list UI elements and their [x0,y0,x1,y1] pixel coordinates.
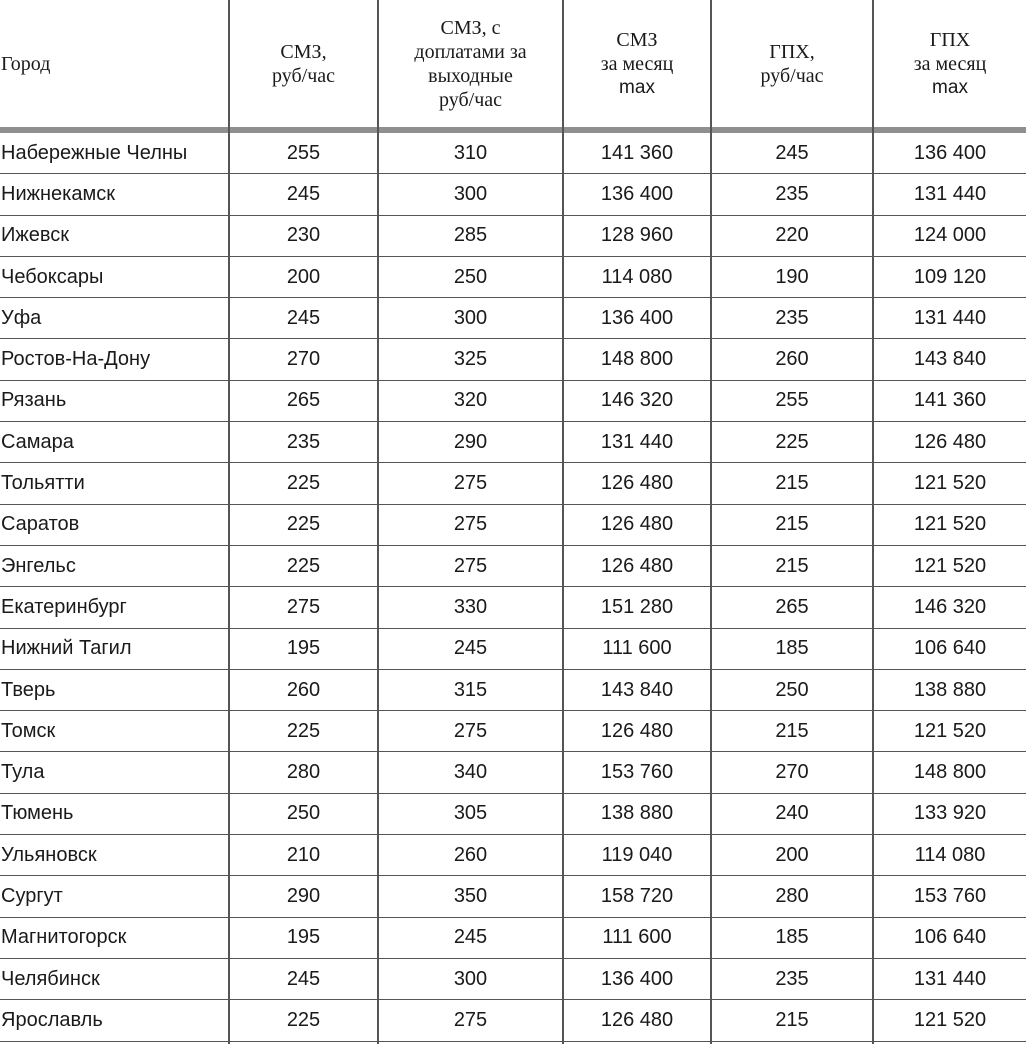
table-row [0,381,1026,422]
cell-smz-weekend-rate: 290 [453,430,488,453]
cell-city: Екатеринбург [1,595,127,618]
cell-smz-rate: 275 [286,595,321,618]
cell-smz-rate: 260 [286,678,321,701]
table-row [0,505,1026,546]
cell-smz-rate: 235 [286,430,321,453]
cell-smz-rate: 250 [286,802,321,825]
cell-smz-weekend-rate: 245 [453,926,488,949]
cell-smz-month: 136 400 [600,182,674,205]
cell-smz-month: 111 600 [602,926,672,949]
cell-gph-month: 109 120 [913,265,987,288]
cell-gph-rate: 235 [775,967,809,990]
cell-smz-weekend-rate: 275 [453,472,488,495]
cell-smz-month: 148 800 [600,348,674,371]
cell-smz-month: 126 480 [600,719,674,742]
cell-smz-month: 119 040 [601,843,673,866]
table-row [0,133,1026,174]
cell-smz-rate: 245 [286,306,321,329]
cell-smz-weekend-rate: 275 [453,719,488,742]
cell-gph-rate: 220 [775,224,809,247]
cell-gph-month: 141 360 [913,389,987,412]
cell-smz-weekend-rate: 315 [453,678,488,701]
cell-city: Набережные Челны [1,141,188,164]
cell-gph-rate: 215 [775,719,809,742]
cell-gph-month: 153 760 [913,884,987,907]
table-row [0,174,1026,215]
table-row [0,629,1026,670]
cell-smz-month: 128 960 [600,224,674,247]
cell-city: Ульяновск [1,843,97,866]
cell-gph-month: 138 880 [913,678,987,701]
cell-smz-weekend-rate: 300 [453,967,488,990]
cell-city: Магнитогорск [1,926,127,949]
cell-smz-rate: 245 [286,182,321,205]
cell-gph-rate: 265 [775,595,809,618]
cell-city: Энгельс [1,554,76,577]
cell-gph-month: 106 640 [913,926,987,949]
header-smz-rate: СМЗ, руб/час [271,40,336,87]
cell-smz-month: 131 440 [600,430,674,453]
cell-smz-rate: 195 [286,926,321,949]
cell-smz-month: 138 880 [600,802,674,825]
cell-smz-month: 126 480 [600,472,674,495]
cell-gph-rate: 200 [775,843,809,866]
cell-city: Самара [1,430,74,453]
cell-smz-rate: 255 [286,141,321,164]
cell-smz-rate: 200 [286,265,321,288]
cell-gph-rate: 215 [775,1008,809,1031]
cell-smz-rate: 265 [286,389,321,412]
table-row [0,257,1026,298]
cell-gph-month: 124 000 [913,224,987,247]
table-row [0,752,1026,793]
cell-smz-rate: 225 [286,472,321,495]
table-row [0,587,1026,628]
cell-smz-weekend-rate: 325 [453,348,488,371]
cell-city: Тольятти [1,472,85,495]
cell-smz-weekend-rate: 260 [453,843,488,866]
cell-smz-weekend-rate: 340 [453,761,488,784]
cell-gph-rate: 235 [775,182,809,205]
cell-gph-month: 126 480 [913,430,987,453]
cell-smz-month: 114 080 [601,265,673,288]
table-row [0,546,1026,587]
cell-smz-weekend-rate: 250 [453,265,488,288]
cell-smz-month: 126 480 [600,1008,674,1031]
cell-city: Саратов [1,513,80,536]
table-row [0,794,1026,835]
cell-smz-rate: 195 [286,637,321,660]
cell-smz-rate: 225 [286,554,321,577]
cell-city: Томск [1,719,56,742]
cell-smz-rate: 225 [286,1008,321,1031]
cell-gph-rate: 225 [775,430,809,453]
cell-smz-rate: 245 [286,967,321,990]
cell-smz-weekend-rate: 300 [453,306,488,329]
cell-smz-weekend-rate: 245 [453,637,488,660]
table-row [0,835,1026,876]
cell-gph-month: 121 520 [913,1008,987,1031]
cell-smz-weekend-rate: 300 [453,182,488,205]
cell-gph-month: 106 640 [913,637,987,660]
cell-city: Тюмень [1,802,74,825]
cell-city: Тула [1,761,45,784]
cell-smz-rate: 225 [286,513,321,536]
cell-smz-rate: 210 [286,843,321,866]
header-city: Город [1,52,51,75]
cell-city: Ярославль [1,1008,103,1031]
cell-smz-weekend-rate: 350 [453,884,488,907]
cell-smz-weekend-rate: 275 [453,513,488,536]
cell-city: Нижний Тагил [1,637,132,660]
cell-smz-month: 143 840 [600,678,674,701]
table-row [0,918,1026,959]
cell-gph-month: 131 440 [913,306,987,329]
cell-smz-rate: 290 [286,884,321,907]
cell-gph-month: 136 400 [913,141,987,164]
cell-smz-rate: 225 [286,719,321,742]
cell-gph-month: 121 520 [913,554,987,577]
cell-gph-month: 131 440 [913,182,987,205]
cell-gph-month: 121 520 [913,719,987,742]
cell-smz-month: 146 320 [600,389,674,412]
cell-smz-weekend-rate: 330 [453,595,488,618]
cell-gph-rate: 270 [775,761,809,784]
cell-gph-month: 133 920 [913,802,987,825]
cell-gph-month: 121 520 [913,513,987,536]
table-body [0,133,1026,1042]
cell-gph-rate: 250 [775,678,809,701]
cell-smz-month: 153 760 [600,761,674,784]
cell-gph-month: 143 840 [913,348,987,371]
header-gph-month-max: max [932,76,968,98]
cell-gph-rate: 280 [775,884,809,907]
cell-gph-rate: 235 [775,306,809,329]
cell-smz-month: 136 400 [600,967,674,990]
cell-smz-rate: 270 [286,348,321,371]
cell-city: Челябинск [1,967,100,990]
cell-city: Нижнекамск [1,182,115,205]
cell-city: Уфа [1,306,42,329]
cell-gph-rate: 255 [775,389,809,412]
table-row [0,711,1026,752]
table-row [0,298,1026,339]
table-row [0,670,1026,711]
cell-smz-weekend-rate: 285 [453,224,488,247]
cell-smz-weekend-rate: 305 [453,802,488,825]
cell-smz-month: 141 360 [600,141,674,164]
cell-city: Тверь [1,678,56,701]
table-row [0,422,1026,463]
cell-smz-month: 126 480 [600,554,674,577]
cell-gph-month: 114 080 [914,843,986,866]
cell-city: Сургут [1,884,63,907]
table-row [0,216,1026,257]
cell-gph-rate: 240 [775,802,809,825]
cell-gph-rate: 245 [775,141,809,164]
cell-smz-month: 151 280 [600,595,674,618]
table-row [0,463,1026,504]
table-row [0,339,1026,380]
cell-gph-rate: 215 [775,513,809,536]
header-smz-month: СМЗ за месяц max [600,28,674,98]
header-gph-rate: ГПХ, руб/час [760,40,824,87]
cell-gph-rate: 185 [775,637,809,660]
cell-smz-rate: 280 [286,761,321,784]
cell-gph-month: 146 320 [913,595,987,618]
cell-smz-weekend-rate: 275 [453,1008,488,1031]
cell-city: Ростов-На-Дону [1,348,151,371]
cell-gph-rate: 260 [775,348,809,371]
cell-smz-weekend-rate: 310 [453,141,488,164]
cell-smz-month: 111 600 [602,637,672,660]
table-row [0,876,1026,917]
cell-smz-month: 158 720 [600,884,674,907]
cell-smz-rate: 230 [286,224,321,247]
cell-smz-weekend-rate: 320 [453,389,488,412]
header-gph-month: ГПХ за месяц max [913,28,987,98]
cell-city: Ижевск [1,224,70,247]
cell-gph-rate: 190 [775,265,809,288]
cell-smz-month: 126 480 [600,513,674,536]
table-row [0,959,1026,1000]
cell-smz-month: 136 400 [600,306,674,329]
header-smz-month-max: max [619,76,655,98]
cell-gph-month: 148 800 [913,761,987,784]
cell-gph-month: 121 520 [913,472,987,495]
cell-city: Рязань [1,389,67,412]
cell-gph-rate: 215 [775,554,809,577]
cell-gph-month: 131 440 [913,967,987,990]
cell-smz-weekend-rate: 275 [453,554,488,577]
cell-city: Чебоксары [1,265,104,288]
cell-gph-rate: 185 [775,926,809,949]
table-row [0,1000,1026,1041]
cell-gph-rate: 215 [775,472,809,495]
header-smz-weekend-rate: СМЗ, с доплатами за выходные руб/час [414,16,527,111]
